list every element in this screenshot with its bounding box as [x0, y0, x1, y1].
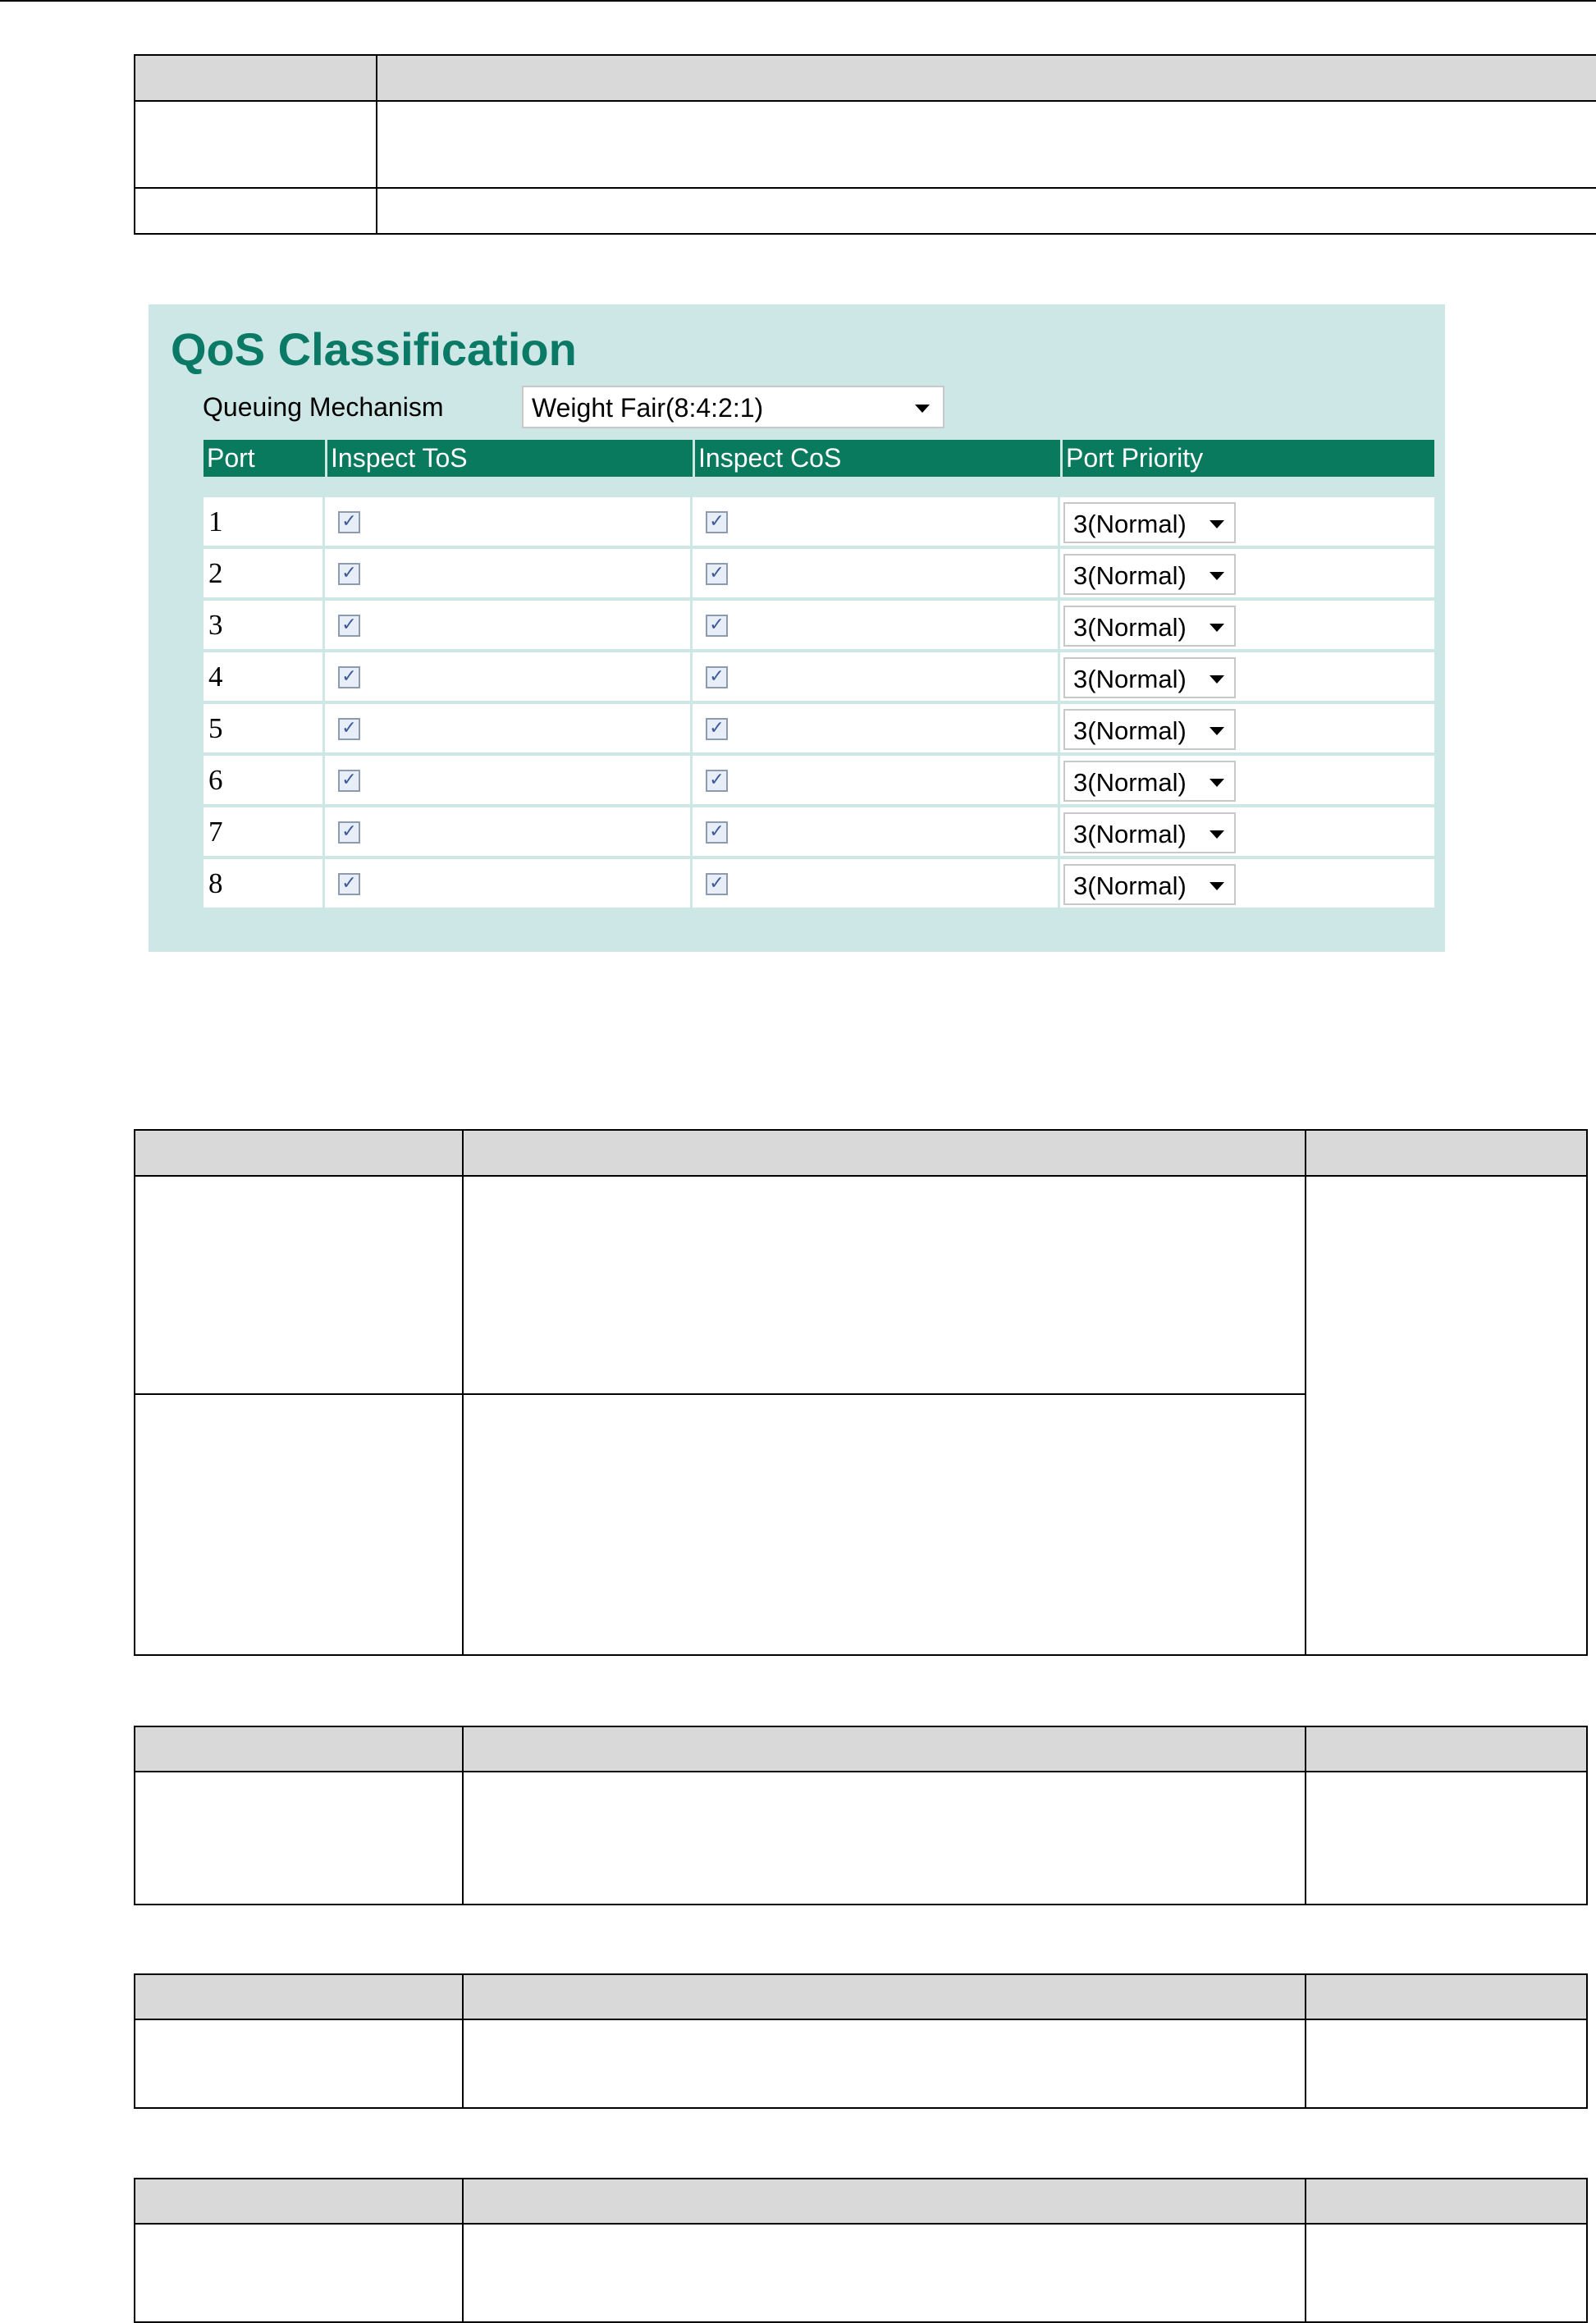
table-header-cell	[1306, 1130, 1587, 1176]
table-row	[204, 652, 1434, 701]
port-priority-value: 3(Normal)	[1073, 768, 1187, 797]
column-header-inspect-cos: Inspect CoS	[693, 440, 1060, 477]
table-header-cell	[135, 55, 377, 101]
port-priority-value: 3(Normal)	[1073, 820, 1187, 848]
inspect-tos-checkbox[interactable]: ✓	[338, 666, 360, 688]
table-cell	[463, 2224, 1306, 2322]
table-cell	[135, 188, 377, 234]
table-header-cell	[135, 2179, 463, 2224]
port-cell	[204, 756, 322, 804]
port-priority-select[interactable]	[1063, 606, 1236, 647]
table-cell	[1306, 1176, 1587, 1655]
table-cell	[463, 1394, 1306, 1655]
port-priority-value: 3(Normal)	[1073, 716, 1187, 745]
table-header-cell	[463, 1974, 1306, 2019]
inspect-tos-cell	[325, 549, 690, 597]
inspect-tos-checkbox[interactable]: ✓	[338, 821, 360, 844]
port-priority-value: 3(Normal)	[1073, 510, 1187, 538]
inspect-cos-cell	[693, 652, 1058, 701]
doc-table-2	[134, 1726, 1588, 1905]
chevron-down-icon	[915, 405, 930, 413]
inspect-cos-cell	[693, 704, 1058, 752]
table-cell	[463, 2019, 1306, 2108]
inspect-cos-checkbox[interactable]: ✓	[706, 615, 728, 637]
inspect-tos-checkbox[interactable]: ✓	[338, 873, 360, 895]
port-number: 5	[208, 712, 223, 744]
table-header-cell	[463, 1130, 1306, 1176]
inspect-tos-checkbox[interactable]: ✓	[338, 563, 360, 585]
inspect-cos-cell	[693, 756, 1058, 804]
port-cell	[204, 549, 322, 597]
port-priority-cell	[1060, 549, 1434, 597]
port-number: 2	[208, 557, 223, 589]
port-priority-select[interactable]	[1063, 709, 1236, 750]
table-row	[204, 859, 1434, 908]
chevron-down-icon	[1210, 520, 1224, 528]
inspect-tos-checkbox[interactable]: ✓	[338, 511, 360, 533]
queuing-mechanism-label: Queuing Mechanism	[203, 392, 444, 422]
table-cell	[377, 188, 1596, 234]
inspect-tos-cell	[325, 497, 690, 546]
port-priority-select[interactable]	[1063, 812, 1236, 853]
port-number: 4	[208, 661, 223, 693]
column-header-port-priority: Port Priority	[1060, 440, 1434, 477]
doc-table-4	[134, 2178, 1588, 2323]
port-priority-cell	[1060, 859, 1434, 908]
table-header-cell	[377, 55, 1596, 101]
inspect-cos-cell	[693, 859, 1058, 908]
table-header-cell	[463, 1726, 1306, 1772]
inspect-cos-cell	[693, 549, 1058, 597]
port-number: 7	[208, 816, 223, 848]
table-row	[204, 756, 1434, 804]
queuing-mechanism-select[interactable]	[522, 386, 944, 428]
port-priority-cell	[1060, 807, 1434, 856]
table-row	[204, 601, 1434, 649]
queuing-mechanism-value: Weight Fair(8:4:2:1)	[532, 393, 764, 423]
chevron-down-icon	[1210, 779, 1224, 787]
table-cell	[377, 101, 1596, 188]
chevron-down-icon	[1210, 882, 1224, 890]
port-priority-cell	[1060, 704, 1434, 752]
table-cell	[463, 1772, 1306, 1905]
inspect-tos-checkbox[interactable]: ✓	[338, 718, 360, 740]
table-row	[204, 549, 1434, 597]
table-row	[204, 497, 1434, 546]
table-cell	[135, 1394, 463, 1655]
port-number: 1	[208, 505, 223, 537]
doc-table-1	[134, 1129, 1588, 1656]
table-header-cell	[1306, 1726, 1587, 1772]
table-header-cell	[1306, 1974, 1587, 2019]
inspect-tos-cell	[325, 652, 690, 701]
qos-classification-panel	[149, 304, 1445, 952]
port-cell	[204, 859, 322, 908]
port-number: 6	[208, 764, 223, 796]
table-row	[204, 807, 1434, 856]
table-header-cell	[135, 1130, 463, 1176]
table-header-cell	[135, 1726, 463, 1772]
header-rule	[0, 0, 1596, 2]
port-priority-value: 3(Normal)	[1073, 613, 1187, 642]
chevron-down-icon	[1210, 830, 1224, 839]
inspect-cos-checkbox[interactable]: ✓	[706, 873, 728, 895]
chevron-down-icon	[1210, 572, 1224, 580]
doc-table-3	[134, 1973, 1588, 2109]
inspect-cos-checkbox[interactable]: ✓	[706, 563, 728, 585]
table-cell	[135, 101, 377, 188]
port-priority-cell	[1060, 497, 1434, 546]
port-cell	[204, 497, 322, 546]
table-header	[204, 440, 1434, 477]
port-qos-table	[204, 440, 1434, 924]
chevron-down-icon	[1210, 624, 1224, 632]
chevron-down-icon	[1210, 727, 1224, 735]
port-priority-select[interactable]	[1063, 657, 1236, 698]
inspect-cos-checkbox[interactable]: ✓	[706, 718, 728, 740]
inspect-cos-checkbox[interactable]: ✓	[706, 666, 728, 688]
inspect-tos-cell	[325, 807, 690, 856]
table-cell	[1306, 2224, 1587, 2322]
inspect-cos-checkbox[interactable]: ✓	[706, 821, 728, 844]
inspect-cos-checkbox[interactable]: ✓	[706, 770, 728, 792]
chevron-down-icon	[1210, 675, 1224, 684]
inspect-cos-cell	[693, 807, 1058, 856]
table-header-cell	[135, 1974, 463, 2019]
port-cell	[204, 652, 322, 701]
column-header-port: Port	[207, 443, 255, 473]
inspect-cos-checkbox[interactable]: ✓	[706, 511, 728, 533]
port-priority-value: 3(Normal)	[1073, 871, 1187, 900]
column-header-inspect-tos: Inspect ToS	[325, 440, 693, 477]
port-priority-select[interactable]	[1063, 864, 1236, 905]
inspect-tos-cell	[325, 601, 690, 649]
inspect-tos-cell	[325, 756, 690, 804]
table-cell	[135, 2019, 463, 2108]
inspect-cos-cell	[693, 497, 1058, 546]
table-cell	[135, 1176, 463, 1394]
inspect-tos-cell	[325, 859, 690, 908]
port-priority-value: 3(Normal)	[1073, 665, 1187, 693]
port-priority-cell	[1060, 601, 1434, 649]
port-number: 8	[208, 867, 223, 899]
port-cell	[204, 807, 322, 856]
table-row	[204, 704, 1434, 752]
table-header-cell	[463, 2179, 1306, 2224]
port-priority-cell	[1060, 652, 1434, 701]
table-cell	[135, 1772, 463, 1905]
port-priority-select[interactable]	[1063, 502, 1236, 543]
port-number: 3	[208, 609, 223, 641]
table-cell	[135, 2224, 463, 2322]
inspect-tos-checkbox[interactable]: ✓	[338, 770, 360, 792]
doc-table-top	[134, 54, 1596, 235]
table-cell	[1306, 2019, 1587, 2108]
port-priority-select[interactable]	[1063, 554, 1236, 595]
inspect-cos-cell	[693, 601, 1058, 649]
inspect-tos-cell	[325, 704, 690, 752]
port-cell	[204, 704, 322, 752]
port-priority-select[interactable]	[1063, 761, 1236, 802]
port-cell	[204, 601, 322, 649]
port-priority-cell	[1060, 756, 1434, 804]
port-priority-value: 3(Normal)	[1073, 561, 1187, 590]
inspect-tos-checkbox[interactable]: ✓	[338, 615, 360, 637]
page-title: QoS Classification	[171, 323, 577, 375]
table-cell	[463, 1176, 1306, 1394]
table-cell	[1306, 1772, 1587, 1905]
table-header-cell	[1306, 2179, 1587, 2224]
